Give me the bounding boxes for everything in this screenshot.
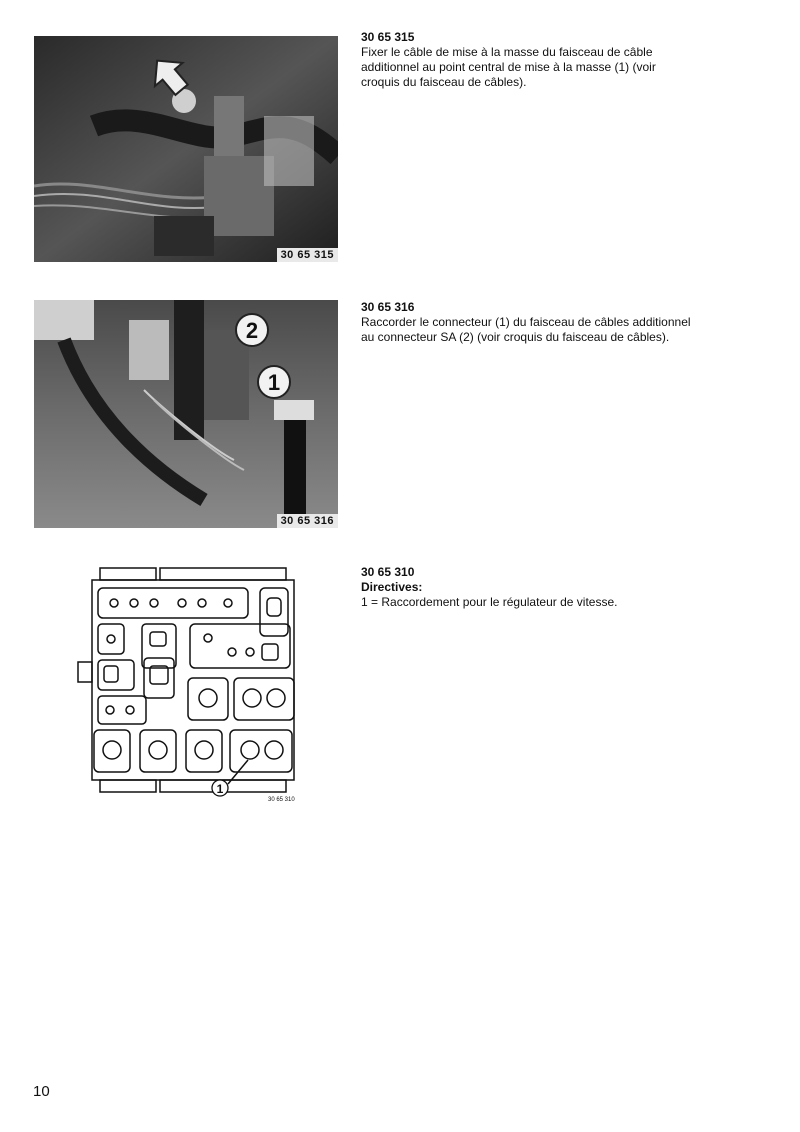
photo-connector (34, 300, 338, 528)
step-ref: 30 65 316 (361, 300, 415, 314)
step-text: Fixer le câble de mise à la masse du faisceau de câble additionnel au point central de mise à la masse (1) (voir croquis du faisceau de câbles). (361, 45, 656, 89)
step-text: Raccorder le connecteur (1) du faisceau de câbles additionnel au connecteur SA (2) (voir croquis du faisceau de câbles). (361, 315, 691, 344)
step-heading: Directives: (361, 580, 423, 594)
photo-label: 30 65 315 (277, 248, 338, 262)
photo-connector-image (34, 300, 338, 528)
relay-board-diagram (70, 560, 330, 810)
pin-row (110, 599, 232, 607)
diagram-callout-1 (212, 780, 228, 796)
photo-ground-cable-image (34, 36, 338, 262)
callout-2 (236, 314, 268, 346)
step-30-65-310 (361, 565, 696, 610)
relay-board-drawing (70, 560, 330, 805)
callout-1-label: 1 (267, 370, 281, 395)
step-30-65-315 (361, 30, 696, 90)
step-text: 1 = Raccordement pour le régulateur de vitesse. (361, 595, 618, 609)
step-ref: 30 65 315 (361, 30, 415, 44)
step-ref: 30 65 310 (361, 565, 415, 579)
callout-1 (258, 366, 290, 398)
photo-label: 30 65 316 (277, 514, 338, 528)
page-number: 10 (33, 1083, 50, 1100)
diagram-label: 30 65 310 (268, 797, 295, 803)
photo-ground-cable (34, 36, 338, 262)
diagram-callout-label: 1 (216, 782, 224, 796)
step-30-65-316 (361, 300, 696, 345)
callout-2-label: 2 (245, 318, 259, 343)
